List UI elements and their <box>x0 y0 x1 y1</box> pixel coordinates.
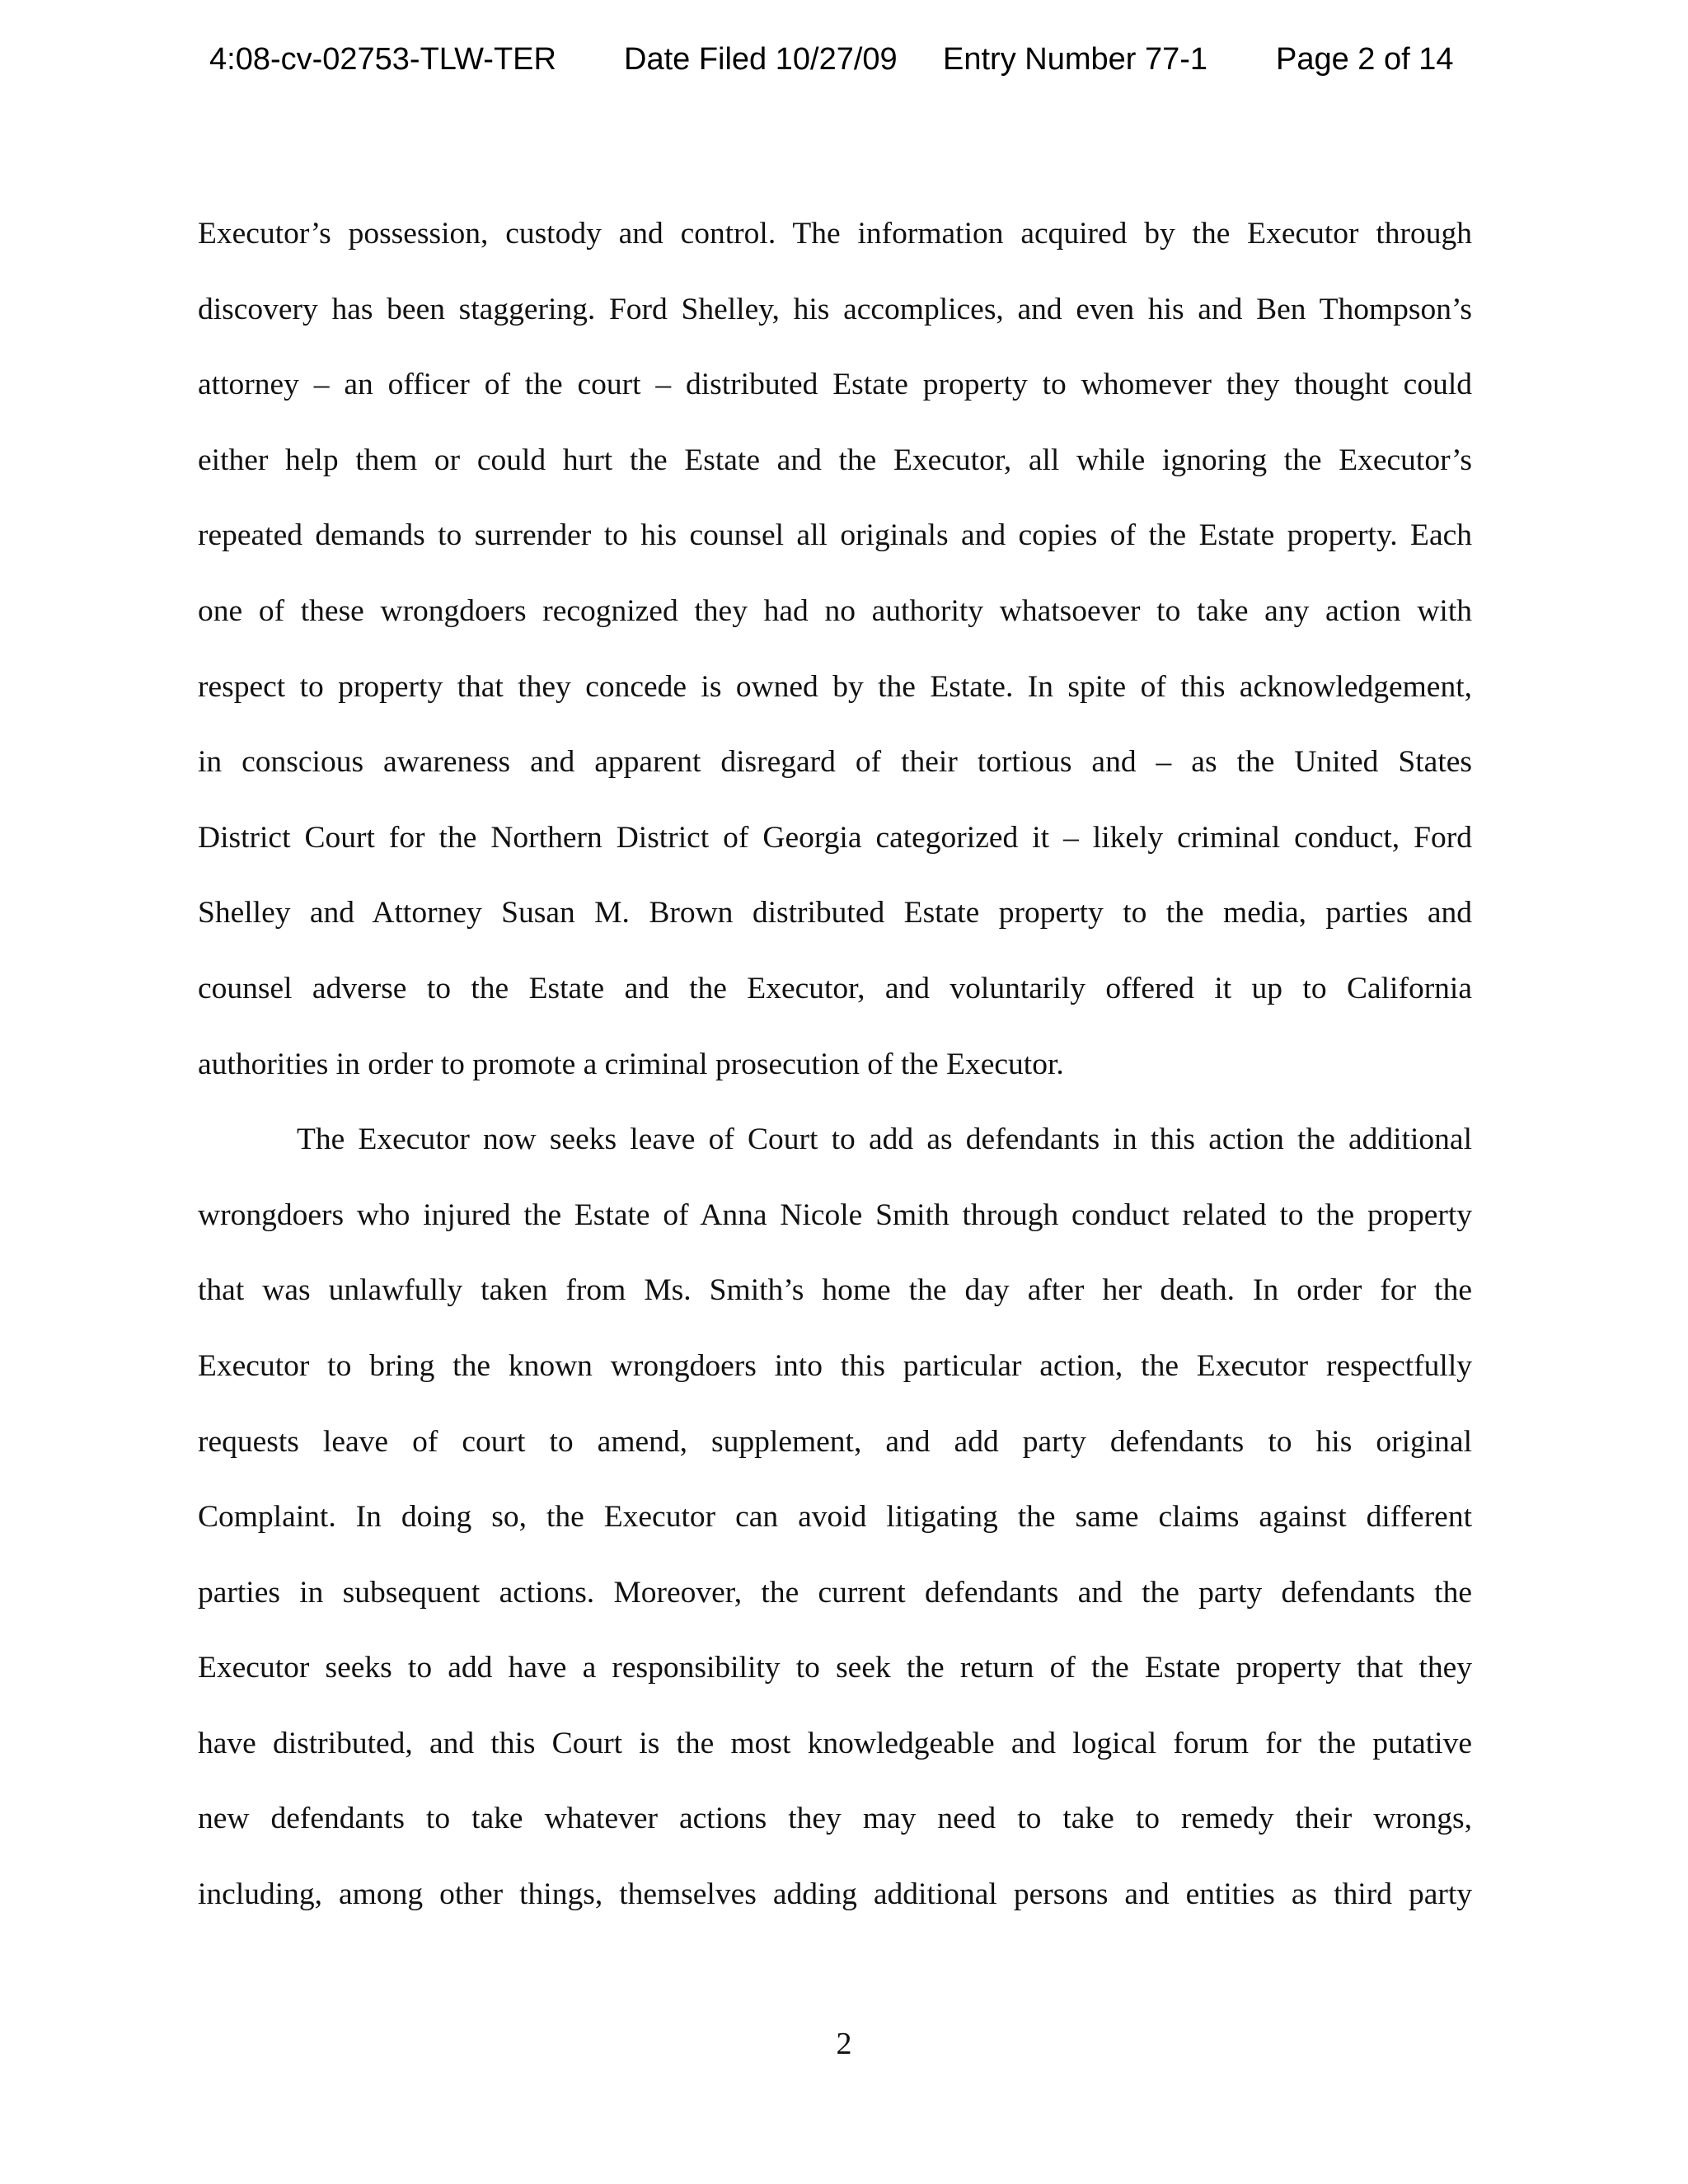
text-line: The Executor now seeks leave of Court to add as defendants in this action the additional <box>297 1122 1472 1157</box>
text-line: attorney – an officer of the court – distributed Estate property to whomever they thought could <box>198 368 1472 402</box>
text-line: Executor to bring the known wrongdoers into this particular action, the Executor respectfully <box>198 1348 1472 1383</box>
text-line: including, among other things, themselves adding additional persons and entities as third party <box>198 1877 1472 1912</box>
text-line: respect to property that they concede is owned by the Estate. In spite of this acknowledgement, <box>198 669 1472 704</box>
text-line: in conscious awareness and apparent disregard of their tortious and – as the United States <box>198 745 1472 780</box>
text-line: counsel adverse to the Estate and the Executor, and voluntarily offered it up to California <box>198 971 1472 1005</box>
text-line: either help them or could hurt the Estate and the Executor, all while ignoring the Executor’s <box>198 443 1472 477</box>
text-line: requests leave of court to amend, supplement, and add party defendants to his original <box>198 1424 1472 1459</box>
text-line: Executor seeks to add have a responsibility to seek the return of the Estate property that they <box>198 1651 1472 1685</box>
entry-number: Entry Number 77-1 <box>943 42 1208 77</box>
text-line: that was unlawfully taken from Ms. Smith’s home the day after her death. In order for the <box>198 1273 1472 1308</box>
page-number: 2 <box>836 2027 852 2061</box>
text-line: Shelley and Attorney Susan M. Brown distributed Estate property to the media, parties and <box>198 896 1472 930</box>
text-line: discovery has been staggering. Ford Shelley, his accomplices, and even his and Ben Thompson’s <box>198 292 1472 326</box>
page-indicator: Page 2 of 14 <box>1276 42 1454 77</box>
document-body <box>198 196 1472 1933</box>
text-line: authorities in order to promote a criminal prosecution of the Executor. <box>198 1047 1064 1081</box>
date-filed: Date Filed 10/27/09 <box>624 42 898 77</box>
text-line: new defendants to take whatever actions they may need to take to remedy their wrongs, <box>198 1802 1472 1836</box>
text-line: Complaint. In doing so, the Executor can avoid litigating the same claims against different <box>198 1500 1472 1535</box>
text-line: parties in subsequent actions. Moreover, the current defendants and the party defendants the <box>198 1575 1472 1610</box>
filing-header <box>0 36 1688 82</box>
text-line: District Court for the Northern District of Georgia categorized it – likely criminal conduct, Ford <box>198 820 1472 855</box>
case-number: 4:08-cv-02753-TLW-TER <box>209 42 556 77</box>
text-line: wrongdoers who injured the Estate of Anna Nicole Smith through conduct related to the property <box>198 1197 1472 1232</box>
text-line: one of these wrongdoers recognized they had no authority whatsoever to take any action with <box>198 593 1472 628</box>
text-line: have distributed, and this Court is the most knowledgeable and logical forum for the putative <box>198 1726 1472 1760</box>
text-line: repeated demands to surrender to his counsel all originals and copies of the Estate property. Each <box>198 518 1472 553</box>
text-line: Executor’s possession, custody and control. The information acquired by the Executor through <box>198 217 1472 251</box>
